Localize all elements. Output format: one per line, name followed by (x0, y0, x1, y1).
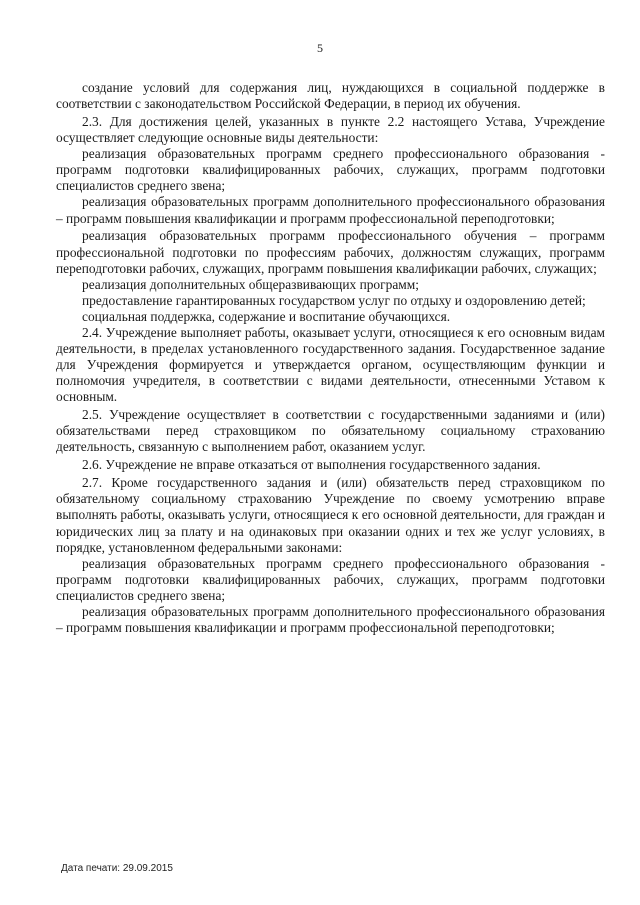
list-item-general-development: реализация дополнительных общеразвивающих программ; (82, 276, 419, 292)
list-item-vocational-training: реализация образовательных программ профессионального обучения – программ профессиональной подготовки по профессиям рабочих, должностям служащих, программ переподготовки рабочих, служащих, программ повышения квалификации рабочих, служащих; (56, 228, 605, 276)
paragraph-2-3: 2.3. Для достижения целей, указанных в пункте 2.2 настоящего Устава, Учреждение осуществляет следующие основные виды деятельности: (56, 113, 605, 146)
list-item-spo-programs: реализация образовательных программ среднего профессионального образования - программ подготовки квалифицированных рабочих, служащих, программ подготовки специалистов среднего звена; (56, 146, 605, 194)
document-body (56, 80, 605, 636)
paragraph-2-5: 2.5. Учреждение осуществляет в соответствии с государственными заданиями и (или) обязательствами перед страховщиком по обязательному социальному страхованию деятельность, связанную с выполнением работ, оказанием услуг. (56, 407, 605, 455)
list-item-spo-programs-paid: реализация образовательных программ среднего профессионального образования - программ подготовки квалифицированных рабочих, служащих, программ подготовки специалистов среднего звена; (56, 555, 605, 603)
page-number: 5 (317, 41, 323, 55)
paragraph-2-7: 2.7. Кроме государственного задания и (или) обязательств перед страховщиком по обязательному социальному страхованию Учреждение по своему усмотрению вправе выполнять работы, оказывать услуги, относящиеся к его основной деятельности, для граждан и юридических лиц за плату и на одинаковых при оказании одних и тех же услуг условиях, в порядке, установленном федеральными законами: (56, 475, 605, 555)
list-item-dpo-programs: реализация образовательных программ дополнительного профессионального образования – программ повышения квалификации и программ профессиональной переподготовки; (56, 194, 605, 226)
paragraph-social-support-conditions: создание условий для содержания лиц, нуждающихся в социальной поддержке в соответствии с законодательством Российской Федерации, в период их обучения. (56, 80, 605, 112)
list-item-dpo-programs-paid: реализация образовательных программ дополнительного профессионального образования – программ повышения квалификации и программ профессиональной переподготовки; (56, 603, 605, 636)
print-date: Дата печати: 29.09.2015 (61, 863, 173, 874)
paragraph-2-4: 2.4. Учреждение выполняет работы, оказывает услуги, относящиеся к его основным видам деятельности, в пределах установленного государственного задания. Государственное задание для Учреждения формируется и утверждается органом, осуществляющим функции и полномочия учредителя, в соответствии с видами деятельности, отнесенными Уставом к основным. (56, 325, 605, 405)
paragraph-2-6: 2.6. Учреждение не вправе отказаться от выполнения государственного задания. (82, 457, 541, 473)
list-item-children-recreation: предоставление гарантированных государством услуг по отдыху и оздоровлению детей; (82, 292, 586, 308)
list-item-social-support: социальная поддержка, содержание и воспитание обучающихся. (82, 308, 451, 324)
